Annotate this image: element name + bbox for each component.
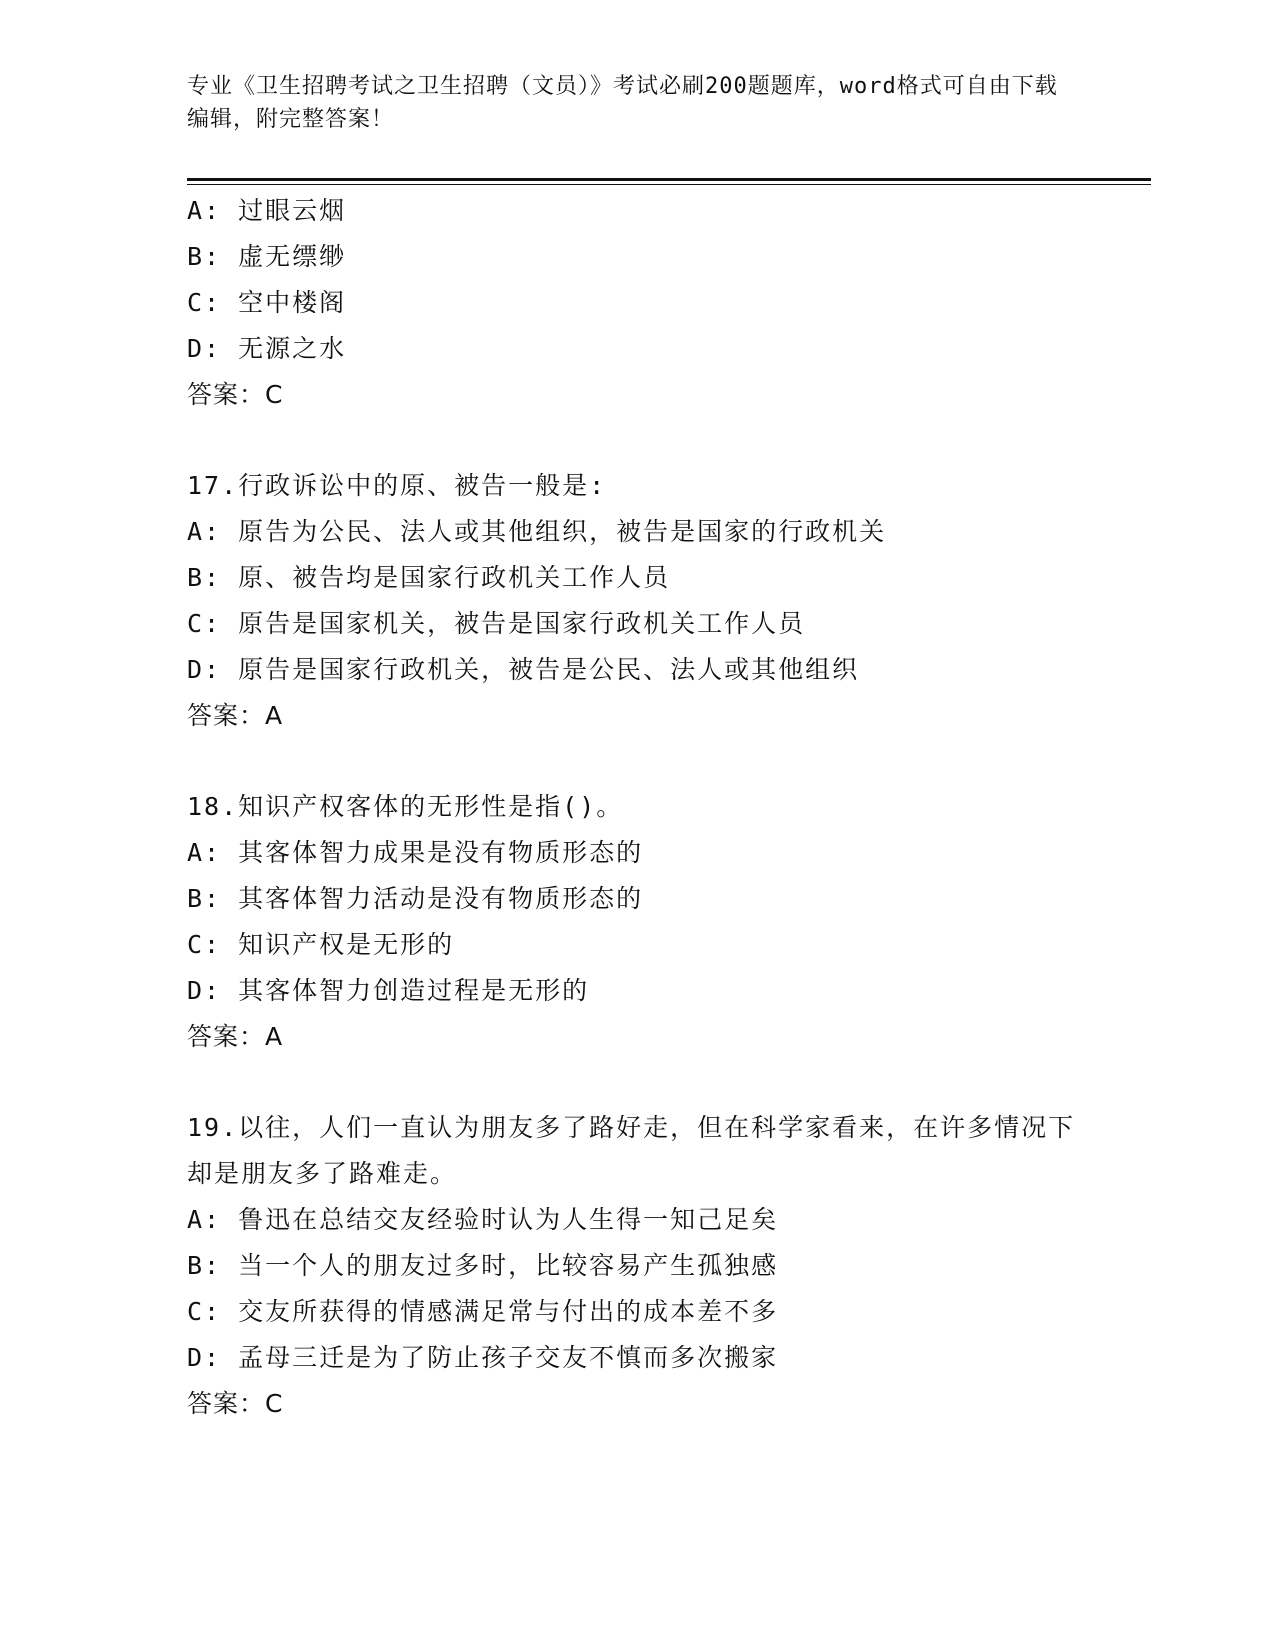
option-a: A: 其客体智力成果是没有物质形态的 xyxy=(187,838,644,867)
document-header: 专业《卫生招聘考试之卫生招聘（文员）》考试必刷200题题库，word格式可自由下载编辑，附完整答案！ xyxy=(187,74,1058,132)
option-d: D: 无源之水 xyxy=(187,334,347,363)
option-d: D: 其客体智力创造过程是无形的 xyxy=(187,976,590,1005)
option-b: B: 当一个人的朋友过多时，比较容易产生孤独感 xyxy=(187,1251,779,1280)
option-d: D: 原告是国家行政机关，被告是公民、法人或其他组织 xyxy=(187,655,860,684)
option-a: A: 原告为公民、法人或其他组织，被告是国家的行政机关 xyxy=(187,517,887,546)
option-a: A: 鲁迅在总结交友经验时认为人生得一知己足矣 xyxy=(187,1205,779,1234)
option-b: B: 原、被告均是国家行政机关工作人员 xyxy=(187,563,671,592)
answer-line: 答案：A xyxy=(187,701,284,730)
question-stem: 17.行政诉讼中的原、被告一般是: xyxy=(187,471,607,500)
question-block-16 xyxy=(187,188,1147,418)
question-block-18 xyxy=(187,784,1147,1060)
question-block-19 xyxy=(187,1105,1147,1427)
question-stem: 19.以往，人们一直认为朋友多了路好走，但在科学家看来，在许多情况下却是朋友多了路难走。 xyxy=(187,1113,1076,1188)
header-rule-thick xyxy=(187,178,1151,181)
spacer xyxy=(187,739,1147,784)
option-a: A: 过眼云烟 xyxy=(187,196,347,225)
option-c: C: 原告是国家机关，被告是国家行政机关工作人员 xyxy=(187,609,806,638)
answer-line: 答案：C xyxy=(187,1389,284,1418)
option-c: C: 空中楼阁 xyxy=(187,288,347,317)
document-body xyxy=(187,188,1147,1427)
answer-line: 答案：A xyxy=(187,1022,284,1051)
answer-line: 答案：C xyxy=(187,380,284,409)
spacer xyxy=(187,1060,1147,1105)
option-c: C: 知识产权是无形的 xyxy=(187,930,455,959)
option-d: D: 孟母三迁是为了防止孩子交友不慎而多次搬家 xyxy=(187,1343,779,1372)
question-stem: 18.知识产权客体的无形性是指()。 xyxy=(187,792,624,821)
header-rule-thin xyxy=(187,184,1151,185)
question-block-17 xyxy=(187,463,1147,739)
option-b: B: 虚无缥缈 xyxy=(187,242,347,271)
option-c: C: 交友所获得的情感满足常与付出的成本差不多 xyxy=(187,1297,779,1326)
option-b: B: 其客体智力活动是没有物质形态的 xyxy=(187,884,644,913)
spacer xyxy=(187,418,1147,463)
